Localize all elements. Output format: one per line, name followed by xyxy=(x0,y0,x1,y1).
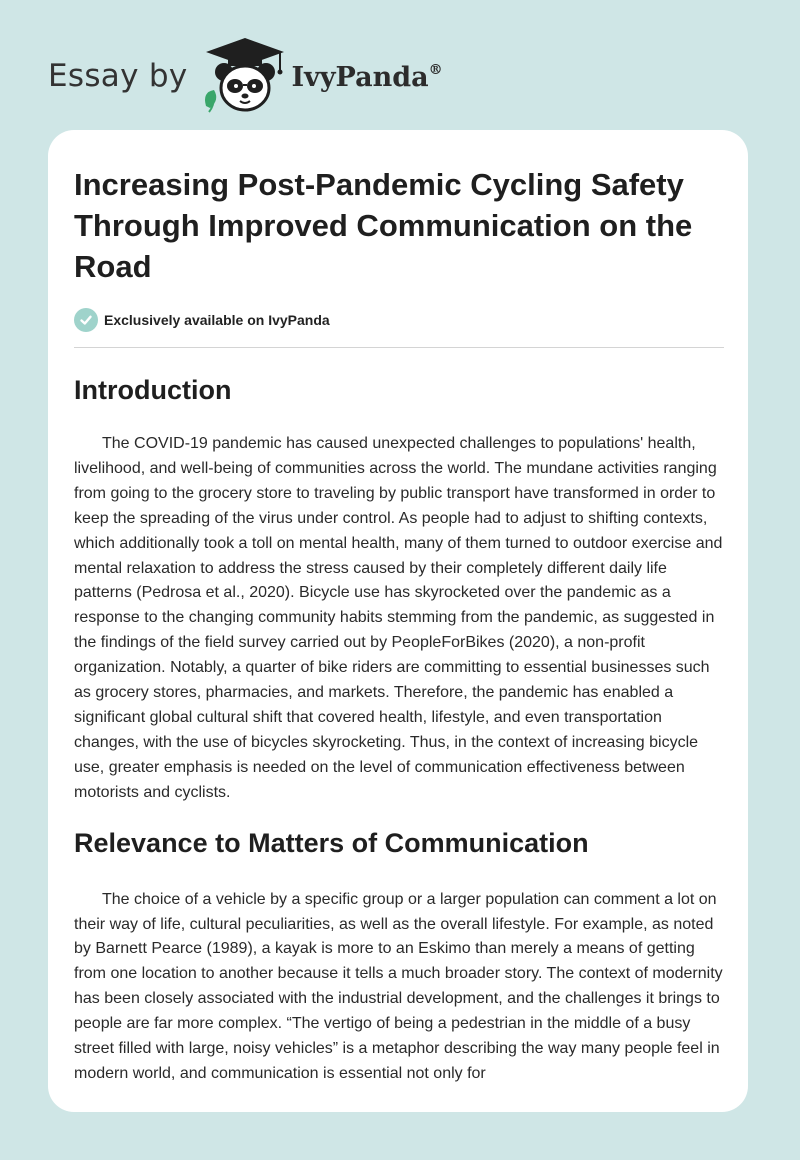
site-header xyxy=(48,36,443,116)
essay-card xyxy=(48,130,748,1112)
panda-logo-icon[interactable] xyxy=(200,36,290,116)
paragraph-relevance: The choice of a vehicle by a specific group or a larger population can comment a lot on their way of life, cultural peculiarities, as well as the overall lifestyle. For example, as noted by Barnett Pearce (1989), a kayak is more to an Eskimo than merely a means of getting from one location to another because it tells a much broader story. The context of modernity has been closely associated with the industrial development, and the challenges it brings to people are far more complex. “The vertigo of being a pedestrian in the middle of a busy street filled with large, noisy vehicles” is a metaphor describing the way many people feel in modern world, and communication is essential not only for xyxy=(74,890,723,1082)
exclusive-badge xyxy=(74,307,724,333)
badge-label: Exclusively available on IvyPanda xyxy=(104,312,330,328)
section-heading-introduction: Introduction xyxy=(74,375,232,405)
divider xyxy=(74,347,724,348)
page-title: Increasing Post-Pandemic Cycling Safety Through Improved Communication on the Road xyxy=(74,167,693,284)
essay-by-label: Essay by xyxy=(48,58,188,94)
brand-name[interactable] xyxy=(292,62,443,93)
section-heading-relevance: Relevance to Matters of Communication xyxy=(74,827,589,858)
essay-content xyxy=(74,164,724,1087)
check-circle-icon xyxy=(74,308,98,332)
paragraph-introduction: The COVID-19 pandemic has caused unexpected challenges to populations' health, livelihood, and well-being of communities across the world. The mundane activities ranging from going to the grocery store to traveling by public transport have transformed in order to keep the spreading of the virus under control. As people had to adjust to shifting contexts, which additionally took a toll on mental health, many of them turned to outdoor exercise and mental relaxation to address the stress caused by their completely different daily life patterns (Pedrosa et al., 2020). Bicycle use has skyrocketed over the pandemic as a response to the changing community habits stemming from the pandemic, as suggested in the findings of the field survey carried out by PeopleForBikes (2020), a non-profit organization. Notably, a quarter of bike riders are committing to essential businesses such as grocery stores, pharmacies, and markets. Therefore, the pandemic has enabled a significant global cultural shift that covered health, lifestyle, and even transportation changes, with the use of bicycles skyrocketing. Thus, in the context of increasing bicycle use, greater emphasis is needed on the level of communication effectiveness between motorists and cyclists. xyxy=(74,435,723,801)
registered-mark: ® xyxy=(428,61,443,78)
brand-text: IvyPanda xyxy=(291,61,429,93)
